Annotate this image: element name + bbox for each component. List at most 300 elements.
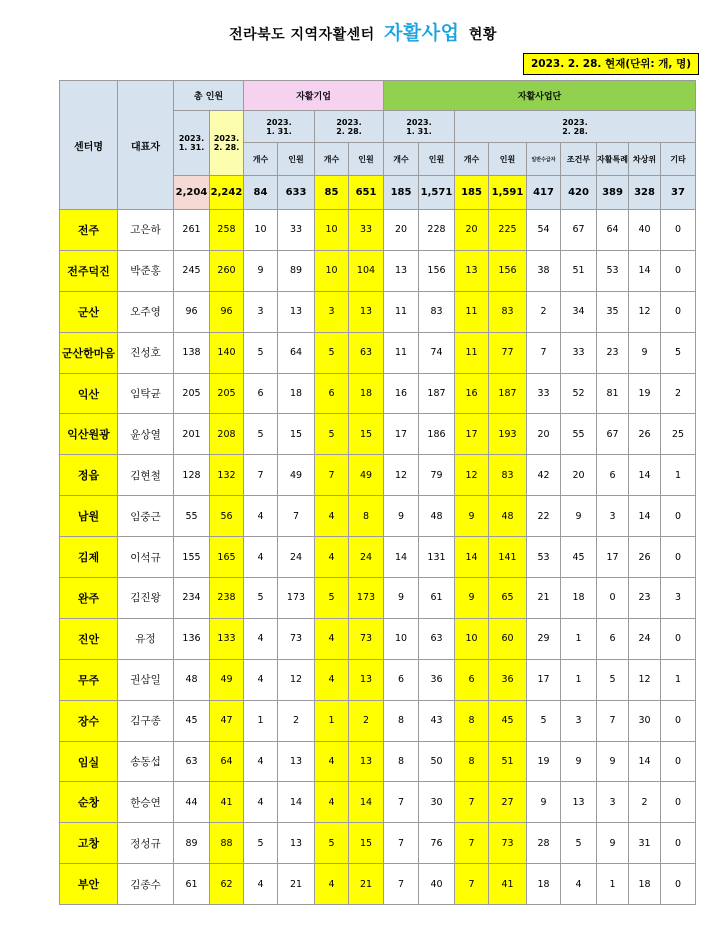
representative-cell: 임탁균: [118, 373, 174, 414]
value-cell: 156: [419, 250, 455, 291]
value-cell: 55: [174, 496, 210, 537]
value-cell: 34: [561, 291, 597, 332]
total-cell: 84: [244, 176, 278, 210]
value-cell: 45: [561, 537, 597, 578]
value-cell: 5: [244, 332, 278, 373]
representative-cell: 유정: [118, 618, 174, 659]
value-cell: 9: [384, 496, 419, 537]
representative-cell: 오주영: [118, 291, 174, 332]
header-self-support-special: 자활특례: [597, 143, 629, 176]
value-cell: 60: [489, 618, 527, 659]
value-cell: 21: [349, 864, 384, 905]
value-cell: 40: [419, 864, 455, 905]
value-cell: 20: [384, 210, 419, 251]
value-cell: 27: [489, 782, 527, 823]
value-cell: 65: [489, 578, 527, 619]
value-cell: 53: [527, 537, 561, 578]
value-cell: 43: [419, 700, 455, 741]
header-enterprise: 자활기업: [244, 81, 384, 111]
value-cell: 1: [244, 700, 278, 741]
value-cell: 173: [278, 578, 315, 619]
value-cell: 9: [629, 332, 661, 373]
header-business-jan: [384, 111, 455, 143]
value-cell: 88: [210, 823, 244, 864]
value-cell: 40: [629, 210, 661, 251]
value-cell: 17: [455, 414, 489, 455]
value-cell: 74: [419, 332, 455, 373]
value-cell: 4: [315, 741, 349, 782]
value-cell: 5: [661, 332, 696, 373]
value-cell: 49: [349, 455, 384, 496]
center-name-cell: 익산원광: [60, 414, 118, 455]
value-cell: 10: [384, 618, 419, 659]
value-cell: 83: [489, 455, 527, 496]
value-cell: 64: [278, 332, 315, 373]
value-cell: 77: [489, 332, 527, 373]
total-cell: 2,204: [174, 176, 210, 210]
value-cell: 0: [661, 496, 696, 537]
header-business-feb: [455, 111, 696, 143]
value-cell: 186: [419, 414, 455, 455]
value-cell: 28: [527, 823, 561, 864]
value-cell: 16: [455, 373, 489, 414]
value-cell: 187: [489, 373, 527, 414]
table-row: [60, 414, 696, 455]
value-cell: 14: [629, 741, 661, 782]
total-cell: 185: [384, 176, 419, 210]
representative-cell: 김구종: [118, 700, 174, 741]
value-cell: 24: [349, 537, 384, 578]
representative-cell: 송동섭: [118, 741, 174, 782]
date-feb-line2: 2. 28.: [336, 126, 362, 136]
table-row: [60, 537, 696, 578]
value-cell: 83: [489, 291, 527, 332]
value-cell: 14: [278, 782, 315, 823]
value-cell: 56: [210, 496, 244, 537]
value-cell: 6: [315, 373, 349, 414]
value-cell: 53: [597, 250, 629, 291]
value-cell: 0: [661, 700, 696, 741]
total-cell: 1,591: [489, 176, 527, 210]
value-cell: 3: [597, 782, 629, 823]
value-cell: 31: [629, 823, 661, 864]
value-cell: 17: [597, 537, 629, 578]
header-people: 인원: [489, 143, 527, 176]
total-cell: 2,242: [210, 176, 244, 210]
total-cell: 389: [597, 176, 629, 210]
value-cell: 0: [661, 250, 696, 291]
value-cell: 1: [315, 700, 349, 741]
table-row: [60, 864, 696, 905]
representative-cell: 정성규: [118, 823, 174, 864]
table-row: [60, 210, 696, 251]
value-cell: 13: [278, 741, 315, 782]
header-count: 개수: [384, 143, 419, 176]
value-cell: 6: [597, 618, 629, 659]
value-cell: 4: [315, 618, 349, 659]
value-cell: 17: [384, 414, 419, 455]
value-cell: 9: [561, 496, 597, 537]
value-cell: 11: [455, 291, 489, 332]
date-jan-line1: 2023.: [406, 117, 432, 127]
value-cell: 44: [174, 782, 210, 823]
value-cell: 5: [315, 578, 349, 619]
value-cell: 23: [597, 332, 629, 373]
header-total-feb: [210, 111, 244, 176]
date-jan-line2: 1. 31.: [406, 126, 432, 136]
center-name-cell: 고창: [60, 823, 118, 864]
value-cell: 104: [349, 250, 384, 291]
value-cell: 4: [244, 537, 278, 578]
value-cell: 50: [419, 741, 455, 782]
value-cell: 63: [419, 618, 455, 659]
value-cell: 5: [244, 578, 278, 619]
value-cell: 36: [419, 659, 455, 700]
value-cell: 133: [210, 618, 244, 659]
value-cell: 20: [527, 414, 561, 455]
value-cell: 260: [210, 250, 244, 291]
page-title: [0, 18, 726, 45]
value-cell: 14: [629, 496, 661, 537]
table-row: [60, 659, 696, 700]
value-cell: 18: [561, 578, 597, 619]
center-name-cell: 군산한마음: [60, 332, 118, 373]
value-cell: 51: [561, 250, 597, 291]
table-row: [60, 700, 696, 741]
table-row: [60, 578, 696, 619]
value-cell: 4: [244, 659, 278, 700]
total-cell: 633: [278, 176, 315, 210]
header-near-poverty: 차상위: [629, 143, 661, 176]
value-cell: 6: [384, 659, 419, 700]
value-cell: 24: [629, 618, 661, 659]
representative-cell: 한승연: [118, 782, 174, 823]
value-cell: 14: [384, 537, 419, 578]
value-cell: 205: [210, 373, 244, 414]
value-cell: 2: [661, 373, 696, 414]
value-cell: 13: [278, 823, 315, 864]
center-name-cell: 전주: [60, 210, 118, 251]
title-highlight: 자활사업: [384, 22, 460, 44]
table-row: [60, 618, 696, 659]
value-cell: 9: [597, 741, 629, 782]
value-cell: 7: [527, 332, 561, 373]
representative-cell: 권삼일: [118, 659, 174, 700]
center-name-cell: 임실: [60, 741, 118, 782]
value-cell: 4: [315, 496, 349, 537]
value-cell: 6: [455, 659, 489, 700]
value-cell: 138: [174, 332, 210, 373]
value-cell: 5: [315, 414, 349, 455]
value-cell: 76: [419, 823, 455, 864]
center-name-cell: 전주덕진: [60, 250, 118, 291]
date-jan-line2: 1. 31.: [266, 126, 292, 136]
header-conditional: 조건부: [561, 143, 597, 176]
title-prefix: 전라북도 지역자활센터: [229, 27, 375, 43]
date-jan-line2: 1. 31.: [178, 143, 205, 152]
value-cell: 2: [349, 700, 384, 741]
value-cell: 9: [527, 782, 561, 823]
value-cell: 25: [661, 414, 696, 455]
value-cell: 42: [527, 455, 561, 496]
value-cell: 13: [349, 741, 384, 782]
value-cell: 234: [174, 578, 210, 619]
value-cell: 14: [455, 537, 489, 578]
value-cell: 140: [210, 332, 244, 373]
value-cell: 205: [174, 373, 210, 414]
value-cell: 19: [527, 741, 561, 782]
date-feb-line1: 2023.: [213, 134, 240, 143]
value-cell: 141: [489, 537, 527, 578]
header-general-recipient: 일반수급자: [527, 143, 561, 176]
value-cell: 62: [210, 864, 244, 905]
value-cell: 1: [561, 659, 597, 700]
value-cell: 13: [278, 291, 315, 332]
value-cell: 14: [629, 250, 661, 291]
value-cell: 12: [629, 659, 661, 700]
value-cell: 14: [629, 455, 661, 496]
value-cell: 0: [661, 537, 696, 578]
value-cell: 11: [455, 332, 489, 373]
value-cell: 67: [561, 210, 597, 251]
date-jan-line1: 2023.: [178, 134, 205, 143]
value-cell: 21: [527, 578, 561, 619]
header-people: 인원: [349, 143, 384, 176]
table-row: [60, 455, 696, 496]
value-cell: 9: [597, 823, 629, 864]
header-total-label: 총 인원: [193, 92, 224, 102]
value-cell: 238: [210, 578, 244, 619]
value-cell: 22: [527, 496, 561, 537]
value-cell: 7: [244, 455, 278, 496]
table-row: [60, 782, 696, 823]
value-cell: 48: [489, 496, 527, 537]
value-cell: 261: [174, 210, 210, 251]
date-feb-line2: 2. 28.: [213, 143, 240, 152]
value-cell: 1: [661, 659, 696, 700]
value-cell: 63: [174, 741, 210, 782]
value-cell: 13: [384, 250, 419, 291]
value-cell: 5: [597, 659, 629, 700]
value-cell: 7: [315, 455, 349, 496]
value-cell: 10: [315, 250, 349, 291]
value-cell: 8: [384, 741, 419, 782]
table-row: [60, 496, 696, 537]
value-cell: 14: [349, 782, 384, 823]
header-enterprise-feb: [315, 111, 384, 143]
value-cell: 155: [174, 537, 210, 578]
value-cell: 45: [174, 700, 210, 741]
value-cell: 4: [244, 864, 278, 905]
representative-cell: 김현철: [118, 455, 174, 496]
value-cell: 201: [174, 414, 210, 455]
value-cell: 73: [278, 618, 315, 659]
value-cell: 33: [527, 373, 561, 414]
title-suffix: 현황: [468, 27, 497, 43]
value-cell: 20: [561, 455, 597, 496]
value-cell: 16: [384, 373, 419, 414]
value-cell: 63: [349, 332, 384, 373]
center-name-cell: 군산: [60, 291, 118, 332]
value-cell: 208: [210, 414, 244, 455]
value-cell: 11: [384, 291, 419, 332]
header-other: 기타: [661, 143, 696, 176]
date-feb-line1: 2023.: [562, 117, 588, 127]
header-total: [174, 81, 244, 111]
value-cell: 36: [489, 659, 527, 700]
value-cell: 165: [210, 537, 244, 578]
value-cell: 13: [561, 782, 597, 823]
total-cell: 37: [661, 176, 696, 210]
center-name-cell: 진안: [60, 618, 118, 659]
value-cell: 51: [489, 741, 527, 782]
center-name-cell: 남원: [60, 496, 118, 537]
value-cell: 52: [561, 373, 597, 414]
date-feb-line1: 2023.: [336, 117, 362, 127]
value-cell: 64: [597, 210, 629, 251]
value-cell: 9: [384, 578, 419, 619]
value-cell: 41: [210, 782, 244, 823]
value-cell: 2: [278, 700, 315, 741]
value-cell: 20: [455, 210, 489, 251]
value-cell: 9: [455, 578, 489, 619]
total-cell: 417: [527, 176, 561, 210]
value-cell: 12: [278, 659, 315, 700]
value-cell: 61: [419, 578, 455, 619]
header-people: 인원: [419, 143, 455, 176]
header-count: 개수: [455, 143, 489, 176]
value-cell: 5: [315, 823, 349, 864]
value-cell: 193: [489, 414, 527, 455]
value-cell: 33: [561, 332, 597, 373]
date-note: 2023. 2. 28. 현재(단위: 개, 명): [523, 53, 699, 75]
date-feb-line2: 2. 28.: [562, 126, 588, 136]
value-cell: 26: [629, 537, 661, 578]
value-cell: 225: [489, 210, 527, 251]
table-row: [60, 291, 696, 332]
value-cell: 4: [244, 741, 278, 782]
value-cell: 89: [278, 250, 315, 291]
value-cell: 4: [315, 537, 349, 578]
value-cell: 33: [349, 210, 384, 251]
table-row: [60, 250, 696, 291]
value-cell: 1: [561, 618, 597, 659]
value-cell: 3: [597, 496, 629, 537]
value-cell: 187: [419, 373, 455, 414]
value-cell: 21: [278, 864, 315, 905]
value-cell: 73: [489, 823, 527, 864]
total-cell: 328: [629, 176, 661, 210]
value-cell: 7: [384, 782, 419, 823]
value-cell: 41: [489, 864, 527, 905]
value-cell: 45: [489, 700, 527, 741]
header-business-group: 자활사업단: [384, 81, 696, 111]
total-cell: 185: [455, 176, 489, 210]
date-jan-line1: 2023.: [266, 117, 292, 127]
value-cell: 4: [244, 496, 278, 537]
header-center-name: 센터명: [60, 81, 118, 210]
value-cell: 1: [661, 455, 696, 496]
table-row: [60, 332, 696, 373]
header-total-jan: [174, 111, 210, 176]
value-cell: 30: [419, 782, 455, 823]
value-cell: 6: [244, 373, 278, 414]
value-cell: 4: [561, 864, 597, 905]
total-cell: 85: [315, 176, 349, 210]
value-cell: 24: [278, 537, 315, 578]
value-cell: 3: [244, 291, 278, 332]
center-name-cell: 장수: [60, 700, 118, 741]
value-cell: 23: [629, 578, 661, 619]
value-cell: 5: [561, 823, 597, 864]
value-cell: 0: [661, 823, 696, 864]
value-cell: 128: [174, 455, 210, 496]
value-cell: 7: [384, 864, 419, 905]
value-cell: 73: [349, 618, 384, 659]
value-cell: 12: [384, 455, 419, 496]
value-cell: 7: [278, 496, 315, 537]
value-cell: 4: [244, 618, 278, 659]
value-cell: 0: [661, 210, 696, 251]
status-table: [59, 80, 696, 905]
value-cell: 1: [597, 864, 629, 905]
value-cell: 13: [349, 291, 384, 332]
value-cell: 49: [210, 659, 244, 700]
total-cell: 420: [561, 176, 597, 210]
value-cell: 0: [661, 741, 696, 782]
value-cell: 18: [629, 864, 661, 905]
value-cell: 5: [244, 414, 278, 455]
value-cell: 19: [629, 373, 661, 414]
representative-cell: 김종수: [118, 864, 174, 905]
value-cell: 11: [384, 332, 419, 373]
value-cell: 0: [661, 782, 696, 823]
representative-cell: 윤상열: [118, 414, 174, 455]
value-cell: 258: [210, 210, 244, 251]
value-cell: 13: [349, 659, 384, 700]
value-cell: 10: [315, 210, 349, 251]
value-cell: 29: [527, 618, 561, 659]
value-cell: 48: [419, 496, 455, 537]
center-name-cell: 무주: [60, 659, 118, 700]
value-cell: 6: [597, 455, 629, 496]
value-cell: 18: [278, 373, 315, 414]
header-count: 개수: [315, 143, 349, 176]
value-cell: 10: [244, 210, 278, 251]
value-cell: 81: [597, 373, 629, 414]
value-cell: 79: [419, 455, 455, 496]
value-cell: 3: [315, 291, 349, 332]
value-cell: 131: [419, 537, 455, 578]
value-cell: 3: [561, 700, 597, 741]
value-cell: 7: [455, 782, 489, 823]
value-cell: 12: [455, 455, 489, 496]
value-cell: 89: [174, 823, 210, 864]
representative-cell: 진성호: [118, 332, 174, 373]
value-cell: 8: [384, 700, 419, 741]
value-cell: 136: [174, 618, 210, 659]
value-cell: 35: [597, 291, 629, 332]
representative-cell: 박준홍: [118, 250, 174, 291]
value-cell: 0: [597, 578, 629, 619]
value-cell: 245: [174, 250, 210, 291]
value-cell: 173: [349, 578, 384, 619]
value-cell: 96: [210, 291, 244, 332]
value-cell: 4: [244, 782, 278, 823]
value-cell: 61: [174, 864, 210, 905]
value-cell: 8: [349, 496, 384, 537]
value-cell: 10: [455, 618, 489, 659]
